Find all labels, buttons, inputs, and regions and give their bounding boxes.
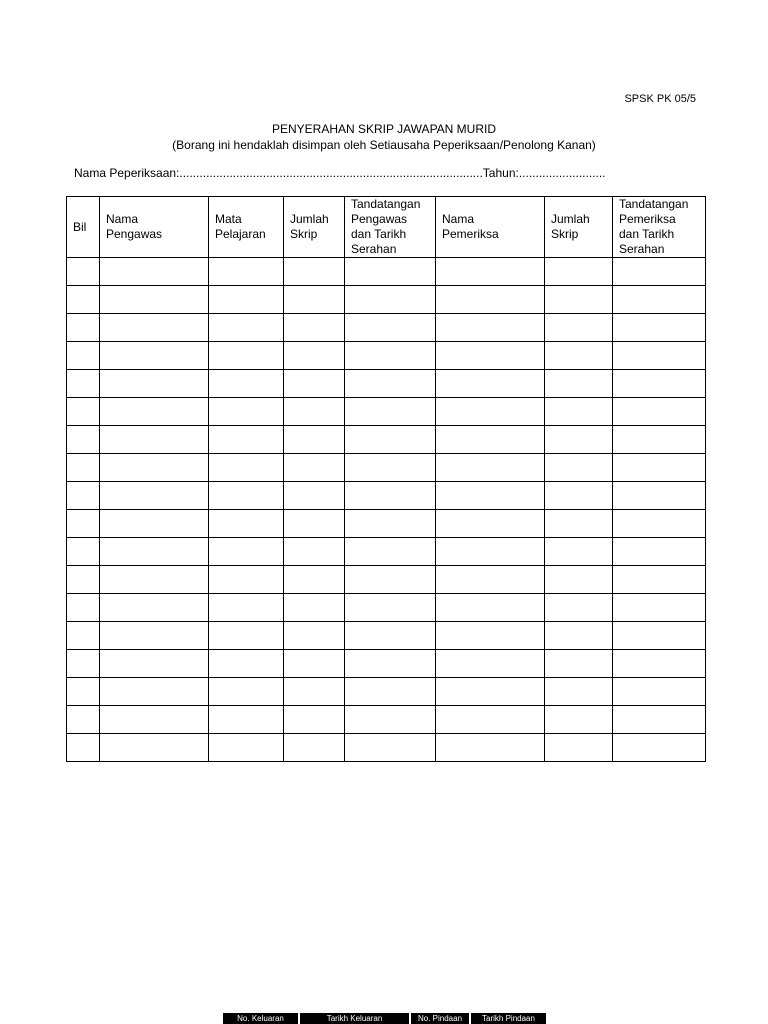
- table-row: [67, 538, 706, 566]
- table-cell[interactable]: [613, 370, 706, 398]
- header-line: Nama: [442, 212, 475, 226]
- table-cell[interactable]: [613, 482, 706, 510]
- table-cell[interactable]: [436, 510, 545, 538]
- table-cell[interactable]: [545, 594, 613, 622]
- table-row: [67, 678, 706, 706]
- table-cell[interactable]: [100, 426, 209, 454]
- table-cell[interactable]: [209, 426, 284, 454]
- table-header-row: [67, 197, 706, 258]
- table-cell[interactable]: [345, 734, 436, 762]
- table-cell[interactable]: [436, 706, 545, 734]
- table-body: [67, 258, 706, 762]
- exam-name-label: Nama Peperiksaan:: [74, 166, 180, 180]
- table-cell[interactable]: [284, 398, 345, 426]
- exam-line: [74, 166, 606, 180]
- table-cell[interactable]: [545, 622, 613, 650]
- table-cell[interactable]: [284, 566, 345, 594]
- table-cell[interactable]: [67, 426, 100, 454]
- table-cell[interactable]: [209, 342, 284, 370]
- table-cell[interactable]: [209, 538, 284, 566]
- table-cell[interactable]: [284, 510, 345, 538]
- table-cell[interactable]: [613, 258, 706, 286]
- table-cell[interactable]: [436, 650, 545, 678]
- table-cell[interactable]: [67, 594, 100, 622]
- table-row: [67, 622, 706, 650]
- table-cell[interactable]: [284, 734, 345, 762]
- table-cell[interactable]: [284, 482, 345, 510]
- table-cell[interactable]: [209, 650, 284, 678]
- header-line: dan Tarikh: [351, 227, 407, 241]
- header-nama-pemeriksa: [436, 197, 545, 258]
- table-cell[interactable]: [613, 454, 706, 482]
- table-cell[interactable]: [545, 370, 613, 398]
- table-cell[interactable]: [436, 258, 545, 286]
- form-title-block: [0, 121, 768, 153]
- table-cell[interactable]: [436, 286, 545, 314]
- table-cell[interactable]: [209, 510, 284, 538]
- header-line: Mata: [215, 212, 242, 226]
- header-line: Pelajaran: [215, 227, 266, 241]
- table-cell[interactable]: [345, 538, 436, 566]
- header-line: Nama: [106, 212, 139, 226]
- table-cell[interactable]: [284, 314, 345, 342]
- table-row: [67, 650, 706, 678]
- header-line: Tandatangan: [619, 197, 689, 211]
- header-line: Pemeriksa: [442, 227, 499, 241]
- table-cell[interactable]: [545, 454, 613, 482]
- header-line: Bil: [73, 219, 87, 234]
- table-cell[interactable]: [345, 566, 436, 594]
- table-cell[interactable]: [284, 706, 345, 734]
- table-cell[interactable]: [100, 538, 209, 566]
- table-cell[interactable]: [209, 370, 284, 398]
- table-cell[interactable]: [100, 566, 209, 594]
- header-line: Skrip: [551, 227, 579, 241]
- table-cell[interactable]: [613, 594, 706, 622]
- table-cell[interactable]: [345, 678, 436, 706]
- table-cell[interactable]: [345, 370, 436, 398]
- table-cell[interactable]: [67, 482, 100, 510]
- table-cell[interactable]: [67, 286, 100, 314]
- table-cell[interactable]: [100, 342, 209, 370]
- table-cell[interactable]: [613, 286, 706, 314]
- header-nama-pengawas: [100, 197, 209, 258]
- table-row: [67, 342, 706, 370]
- table-cell[interactable]: [613, 706, 706, 734]
- table-cell[interactable]: [345, 454, 436, 482]
- table-cell[interactable]: [436, 594, 545, 622]
- header-line: Pengawas: [351, 212, 408, 226]
- table-cell[interactable]: [100, 706, 209, 734]
- table-cell[interactable]: [67, 566, 100, 594]
- table-cell[interactable]: [209, 482, 284, 510]
- table-cell[interactable]: [436, 678, 545, 706]
- table-row: [67, 594, 706, 622]
- table-cell[interactable]: [345, 286, 436, 314]
- table-cell[interactable]: [209, 734, 284, 762]
- table-cell[interactable]: [613, 342, 706, 370]
- table-cell[interactable]: [67, 678, 100, 706]
- table-cell[interactable]: [613, 510, 706, 538]
- table-cell[interactable]: [100, 286, 209, 314]
- table-cell[interactable]: [545, 706, 613, 734]
- header-jumlah-skrip-pemeriksa: [545, 197, 613, 258]
- table-cell[interactable]: [67, 314, 100, 342]
- table-row: [67, 286, 706, 314]
- table-cell[interactable]: [100, 678, 209, 706]
- footer-issue-no: No. Keluaran: [223, 1013, 298, 1024]
- table-cell[interactable]: [67, 454, 100, 482]
- header-line: Jumlah: [551, 212, 590, 226]
- table-cell[interactable]: [209, 594, 284, 622]
- table-cell[interactable]: [67, 398, 100, 426]
- table-cell[interactable]: [100, 314, 209, 342]
- table-cell[interactable]: [436, 314, 545, 342]
- table-cell[interactable]: [545, 426, 613, 454]
- header-line: Serahan: [619, 242, 665, 256]
- table-cell[interactable]: [436, 734, 545, 762]
- table-cell[interactable]: [345, 342, 436, 370]
- table-cell[interactable]: [100, 650, 209, 678]
- year-label: Tahun:: [482, 166, 519, 180]
- table-cell[interactable]: [284, 538, 345, 566]
- table-cell[interactable]: [545, 482, 613, 510]
- table-cell[interactable]: [613, 622, 706, 650]
- table-row: [67, 510, 706, 538]
- header-line: Tandatangan: [351, 197, 421, 211]
- header-mata-pelajaran: [209, 197, 284, 258]
- table-cell[interactable]: [284, 370, 345, 398]
- table-cell[interactable]: [613, 314, 706, 342]
- table-cell[interactable]: [345, 258, 436, 286]
- table-cell[interactable]: [67, 622, 100, 650]
- table-cell[interactable]: [545, 650, 613, 678]
- table-cell[interactable]: [345, 622, 436, 650]
- table-cell[interactable]: [436, 370, 545, 398]
- table-row: [67, 566, 706, 594]
- table-cell[interactable]: [284, 342, 345, 370]
- form-subtitle: (Borang ini hendaklah disimpan oleh Setiausaha Peperiksaan/Penolong Kanan): [172, 138, 596, 152]
- table-cell[interactable]: [284, 622, 345, 650]
- table-cell[interactable]: [284, 594, 345, 622]
- table-row: [67, 398, 706, 426]
- table-cell[interactable]: [284, 426, 345, 454]
- table-cell[interactable]: [613, 734, 706, 762]
- table-cell[interactable]: [345, 650, 436, 678]
- table-cell[interactable]: [545, 286, 613, 314]
- table-cell[interactable]: [100, 622, 209, 650]
- table-cell[interactable]: [436, 538, 545, 566]
- table-cell[interactable]: [613, 538, 706, 566]
- table-cell[interactable]: [284, 454, 345, 482]
- table-cell[interactable]: [209, 454, 284, 482]
- table-cell[interactable]: [67, 734, 100, 762]
- table-cell[interactable]: [545, 538, 613, 566]
- header-line: Pemeriksa: [619, 212, 676, 226]
- header-tandatangan-pemeriksa: [613, 197, 706, 258]
- table-cell[interactable]: [100, 398, 209, 426]
- table-cell[interactable]: [345, 426, 436, 454]
- table-cell[interactable]: [436, 454, 545, 482]
- footer-revision-no: No. Pindaan: [411, 1013, 469, 1024]
- header-tandatangan-pengawas: [345, 197, 436, 258]
- table-cell[interactable]: [545, 734, 613, 762]
- header-line: Serahan: [351, 242, 397, 256]
- header-line: Jumlah: [290, 212, 329, 226]
- table-cell[interactable]: [545, 314, 613, 342]
- table-cell[interactable]: [100, 510, 209, 538]
- table-cell[interactable]: [613, 426, 706, 454]
- table-cell[interactable]: [67, 650, 100, 678]
- table-cell[interactable]: [545, 398, 613, 426]
- table-cell[interactable]: [284, 286, 345, 314]
- table-cell[interactable]: [209, 258, 284, 286]
- table-cell[interactable]: [436, 398, 545, 426]
- table-cell[interactable]: [545, 342, 613, 370]
- table-cell[interactable]: [436, 342, 545, 370]
- form-code: SPSK PK 05/5: [624, 93, 696, 105]
- table-row: [67, 258, 706, 286]
- table-row: [67, 426, 706, 454]
- header-line: dan Tarikh: [619, 227, 675, 241]
- header-bil: [67, 197, 100, 258]
- table-row: [67, 482, 706, 510]
- table-cell[interactable]: [209, 566, 284, 594]
- table-cell[interactable]: [100, 258, 209, 286]
- table-cell[interactable]: [209, 398, 284, 426]
- table-cell[interactable]: [345, 482, 436, 510]
- table-cell[interactable]: [345, 594, 436, 622]
- table-cell[interactable]: [436, 622, 545, 650]
- table-cell[interactable]: [284, 650, 345, 678]
- table-cell[interactable]: [436, 426, 545, 454]
- script-handover-table: [66, 196, 706, 762]
- table-cell[interactable]: [345, 510, 436, 538]
- table-cell[interactable]: [345, 706, 436, 734]
- table-cell[interactable]: [613, 678, 706, 706]
- header-jumlah-skrip-pengawas: [284, 197, 345, 258]
- table-cell[interactable]: [100, 594, 209, 622]
- table-cell[interactable]: [284, 678, 345, 706]
- exam-name-field[interactable]: ...........................................................................................: [179, 166, 483, 180]
- table-cell[interactable]: [209, 286, 284, 314]
- table-cell[interactable]: [436, 482, 545, 510]
- table-row: [67, 706, 706, 734]
- form-title: PENYERAHAN SKRIP JAWAPAN MURID: [271, 122, 497, 136]
- table-cell[interactable]: [67, 370, 100, 398]
- table-row: [67, 734, 706, 762]
- table-cell[interactable]: [613, 398, 706, 426]
- table-cell[interactable]: [613, 650, 706, 678]
- table-row: [67, 314, 706, 342]
- header-line: Skrip: [290, 227, 318, 241]
- table-cell[interactable]: [67, 538, 100, 566]
- table-cell[interactable]: [545, 510, 613, 538]
- table-cell[interactable]: [67, 510, 100, 538]
- table-cell[interactable]: [284, 258, 345, 286]
- table-cell[interactable]: [100, 454, 209, 482]
- footer-issue-date: Tarikh Keluaran: [300, 1013, 409, 1024]
- table-cell[interactable]: [345, 398, 436, 426]
- table-cell[interactable]: [100, 482, 209, 510]
- table-cell[interactable]: [545, 566, 613, 594]
- table-cell[interactable]: [545, 258, 613, 286]
- table-cell[interactable]: [100, 734, 209, 762]
- table-cell[interactable]: [209, 622, 284, 650]
- document-control-footer: [223, 1013, 546, 1024]
- header-line: Pengawas: [106, 227, 163, 241]
- table-cell[interactable]: [545, 678, 613, 706]
- table-cell[interactable]: [209, 314, 284, 342]
- table-cell[interactable]: [209, 706, 284, 734]
- footer-revision-date: Tarikh Pindaan: [471, 1013, 546, 1024]
- table-cell[interactable]: [67, 342, 100, 370]
- table-cell[interactable]: [100, 370, 209, 398]
- table-row: [67, 454, 706, 482]
- table-row: [67, 370, 706, 398]
- table-cell[interactable]: [613, 566, 706, 594]
- table-cell[interactable]: [345, 314, 436, 342]
- table-cell[interactable]: [67, 258, 100, 286]
- table-cell[interactable]: [67, 706, 100, 734]
- table-cell[interactable]: [436, 566, 545, 594]
- table-cell[interactable]: [209, 678, 284, 706]
- year-field[interactable]: ..........................: [518, 166, 606, 180]
